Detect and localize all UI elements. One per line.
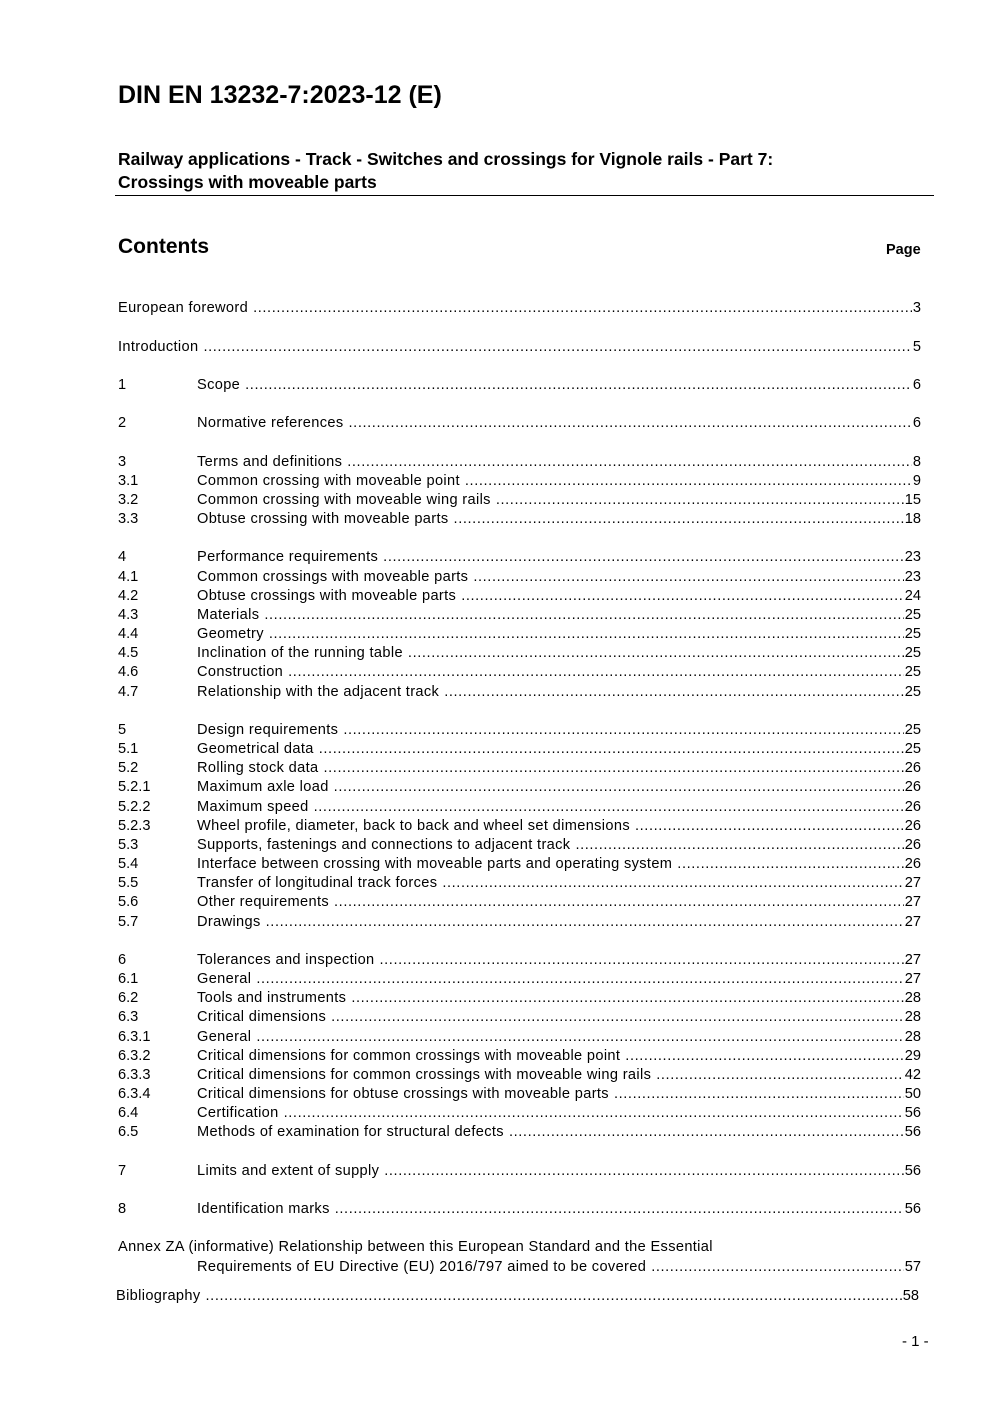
toc-leader-dots: [331, 1008, 904, 1027]
toc-entry-label: Critical dimensions: [197, 1009, 327, 1025]
toc-entry-page: 25: [904, 607, 921, 623]
toc-entry-number: 1: [118, 377, 127, 393]
contents-heading: Contents: [118, 235, 209, 258]
toc-entry[interactable]: [118, 1104, 921, 1123]
toc-leader-dots: [284, 1104, 904, 1123]
toc-leader-dots: [677, 855, 903, 874]
toc-entry-number: 5.6: [118, 894, 139, 910]
toc-entry-page: 15: [904, 492, 921, 508]
toc-leader-dots: [656, 1066, 904, 1085]
toc-leader-dots: [256, 970, 903, 989]
toc-entry[interactable]: [118, 625, 921, 644]
toc-entry[interactable]: [118, 1123, 921, 1142]
toc-entry[interactable]: [118, 510, 921, 529]
annex-za-entry-line1[interactable]: Annex ZA (informative) Relationship between this European Standard and the Essential: [118, 1239, 713, 1255]
toc-leader-dots: [625, 1047, 903, 1066]
toc-leader-dots: [288, 663, 904, 682]
toc-entry-number: 4: [118, 549, 127, 565]
toc-entry-label: Tolerances and inspection: [197, 952, 375, 968]
toc-entry-label: Critical dimensions for common crossings with moveable wing rails: [197, 1067, 652, 1083]
toc-entry-number: 5.4: [118, 856, 139, 872]
toc-entry-number: 4.6: [118, 664, 139, 680]
toc-leader-dots: [575, 836, 903, 855]
toc-entry-number: 6.4: [118, 1105, 139, 1121]
toc-entry-label: Scope: [197, 377, 241, 393]
toc-leader-dots: [324, 759, 904, 778]
toc-entry-page: 23: [904, 569, 921, 585]
toc-entry-page: 24: [904, 588, 921, 604]
toc-entry-label: Common crossing with moveable wing rails: [197, 492, 491, 508]
toc-leader-dots: [319, 740, 904, 759]
toc-entry-number: 6.3.3: [118, 1067, 151, 1083]
toc-entry-label: Certification: [197, 1105, 279, 1121]
toc-entry-label: Supports, fastenings and connections to adjacent track: [197, 837, 571, 853]
annex-za-entry-line2[interactable]: [197, 1258, 921, 1277]
toc-entry-number: 6.3: [118, 1009, 139, 1025]
toc-entry-label: Requirements of EU Directive (EU) 2016/797 aimed to be covered: [197, 1259, 647, 1275]
toc-entry-number: 6.2: [118, 990, 139, 1006]
toc-entry-number: 6.1: [118, 971, 139, 987]
toc-leader-dots: [266, 913, 904, 932]
toc-entry[interactable]: [118, 472, 921, 491]
document-id: DIN EN 13232-7:2023-12 (E): [118, 81, 442, 109]
toc-entry-label: Normative references: [197, 415, 344, 431]
toc-leader-dots: [509, 1123, 904, 1142]
toc-leader-dots: [635, 817, 904, 836]
toc-entry-page: 56: [904, 1201, 921, 1217]
toc-leader-dots: [614, 1085, 904, 1104]
toc-entry-label: Common crossings with moveable parts: [197, 569, 469, 585]
toc-entry-page: 57: [904, 1259, 921, 1275]
toc-entry-page: 25: [904, 684, 921, 700]
toc-entry-label: Performance requirements: [197, 549, 379, 565]
toc-entry-page: 56: [904, 1124, 921, 1140]
toc-leader-dots: [264, 606, 903, 625]
toc-entry-label: Methods of examination for structural defects: [197, 1124, 504, 1140]
toc-leader-dots: [269, 625, 904, 644]
toc-entry-label: Inclination of the running table: [197, 645, 403, 661]
toc-entry-number: 5.2: [118, 760, 139, 776]
toc-entry-number: 2: [118, 415, 127, 431]
document-title-line1: Railway applications - Track - Switches and crossings for Vignole rails - Part 7:: [118, 149, 774, 169]
toc-leader-dots: [384, 1162, 904, 1181]
toc-leader-dots: [314, 798, 904, 817]
toc-entry-label: Relationship with the adjacent track: [197, 684, 440, 700]
toc-entry-label: Materials: [197, 607, 260, 623]
toc-entry-label: Maximum axle load: [197, 779, 329, 795]
toc-leader-dots: [380, 951, 904, 970]
toc-entry-label: Interface between crossing with moveable parts and operating system: [197, 856, 673, 872]
toc-entry-number: 6: [118, 952, 127, 968]
toc-entry[interactable]: [118, 913, 921, 932]
toc-entry-number: 6.3.4: [118, 1086, 151, 1102]
toc-entry-number: 4.5: [118, 645, 139, 661]
toc-entry-page: 27: [904, 971, 921, 987]
toc-entry-label: General: [197, 1029, 252, 1045]
toc-entry[interactable]: [118, 817, 921, 836]
toc-entry[interactable]: [118, 376, 921, 395]
toc-entry-bibliography[interactable]: [116, 1287, 919, 1306]
toc-leader-dots: [347, 453, 912, 472]
document-title: [118, 148, 934, 194]
toc-entry[interactable]: [118, 1008, 921, 1027]
toc-entry[interactable]: [118, 644, 921, 663]
toc-entry-number: 5.1: [118, 741, 139, 757]
title-divider: [115, 195, 934, 196]
toc-entry-page: 26: [904, 837, 921, 853]
toc-entry-page: 23: [904, 549, 921, 565]
toc-leader-dots: [442, 874, 903, 893]
toc-leader-dots: [206, 1287, 902, 1306]
toc-entry-page: 58: [902, 1288, 919, 1304]
toc-entry-label: Design requirements: [197, 722, 339, 738]
toc-entry-number: 8: [118, 1201, 127, 1217]
page-column-heading: Page: [886, 242, 921, 258]
toc-entry[interactable]: [118, 1162, 921, 1181]
toc-leader-dots: [351, 989, 903, 1008]
toc-entry-number: 6.5: [118, 1124, 139, 1140]
toc-entry-number: 5.3: [118, 837, 139, 853]
toc-entry[interactable]: [118, 855, 921, 874]
toc-entry[interactable]: [118, 663, 921, 682]
toc-entry-page: 25: [904, 645, 921, 661]
toc-entry-label: European foreword: [118, 300, 249, 316]
toc-leader-dots: [496, 491, 904, 510]
toc-entry[interactable]: [118, 1200, 921, 1219]
toc-entry[interactable]: [118, 587, 921, 606]
toc-entry[interactable]: [118, 874, 921, 893]
toc-leader-dots: [473, 568, 903, 587]
toc-entry[interactable]: [118, 970, 921, 989]
toc-entry[interactable]: [118, 778, 921, 797]
toc-leader-dots: [253, 299, 912, 318]
toc-entry[interactable]: [118, 683, 921, 702]
toc-entry-page: 27: [904, 875, 921, 891]
toc-entry[interactable]: [118, 491, 921, 510]
toc-entry-page: 28: [904, 990, 921, 1006]
toc-entry-number: 5: [118, 722, 127, 738]
toc-entry[interactable]: [118, 721, 921, 740]
toc-entry[interactable]: [118, 759, 921, 778]
toc-entry-number: 5.2.1: [118, 779, 151, 795]
toc-entry-number: 4.7: [118, 684, 139, 700]
toc-entry-label: Limits and extent of supply: [197, 1163, 380, 1179]
toc-entry-page: 5: [912, 339, 921, 355]
toc-entry-label: Obtuse crossings with moveable parts: [197, 588, 457, 604]
toc-entry-page: 6: [912, 415, 921, 431]
toc-entry[interactable]: [118, 1047, 921, 1066]
toc-leader-dots: [454, 510, 904, 529]
toc-entry-label: Drawings: [197, 914, 261, 930]
toc-entry-page: 26: [904, 799, 921, 815]
toc-entry[interactable]: [118, 1028, 921, 1047]
toc-leader-dots: [349, 414, 912, 433]
toc-entry-page: 26: [904, 856, 921, 872]
toc-entry[interactable]: [118, 1066, 921, 1085]
toc-entry[interactable]: [118, 1085, 921, 1104]
toc-entry-label: Other requirements: [197, 894, 330, 910]
toc-entry-page: 27: [904, 914, 921, 930]
toc-leader-dots: [461, 587, 904, 606]
toc-leader-dots: [465, 472, 912, 491]
toc-leader-dots: [444, 683, 904, 702]
toc-leader-dots: [245, 376, 912, 395]
toc-entry-number: 3.3: [118, 511, 139, 527]
toc-entry-label: Rolling stock data: [197, 760, 319, 776]
toc-entry-label: General: [197, 971, 252, 987]
toc-entry-page: 26: [904, 818, 921, 834]
page-number: - 1 -: [902, 1333, 929, 1350]
toc-leader-dots: [335, 1200, 904, 1219]
toc-leader-dots: [651, 1258, 904, 1277]
toc-entry-page: 42: [904, 1067, 921, 1083]
toc-entry-label: Transfer of longitudinal track forces: [197, 875, 438, 891]
toc-entry-label: Critical dimensions for common crossings with moveable point: [197, 1048, 621, 1064]
toc-entry-label: Tools and instruments: [197, 990, 347, 1006]
toc-entry-page: 29: [904, 1048, 921, 1064]
toc-entry[interactable]: [118, 568, 921, 587]
toc-entry-label: Maximum speed: [197, 799, 309, 815]
toc-entry[interactable]: [118, 836, 921, 855]
toc-entry-page: 25: [904, 664, 921, 680]
toc-entry-number: 5.2.3: [118, 818, 151, 834]
toc-entry-page: 28: [904, 1029, 921, 1045]
toc-entry-number: 4.2: [118, 588, 139, 604]
toc-entry-page: 56: [904, 1105, 921, 1121]
toc-leader-dots: [383, 548, 904, 567]
toc-entry-page: 8: [912, 454, 921, 470]
toc-entry[interactable]: [118, 740, 921, 759]
toc-entry-label: Introduction: [118, 339, 199, 355]
toc-entry-label: Geometry: [197, 626, 264, 642]
toc-entry-number: 3.2: [118, 492, 139, 508]
toc-leader-dots: [203, 338, 911, 357]
toc-entry[interactable]: [118, 453, 921, 472]
toc-entry[interactable]: [118, 798, 921, 817]
toc-entry-page: 50: [904, 1086, 921, 1102]
toc-leader-dots: [343, 721, 903, 740]
toc-entry-page: 56: [904, 1163, 921, 1179]
toc-entry[interactable]: [118, 299, 921, 318]
toc-entry-number: 7: [118, 1163, 127, 1179]
toc-entry-number: 4.3: [118, 607, 139, 623]
toc-entry-label: Construction: [197, 664, 284, 680]
toc-entry-number: 4.4: [118, 626, 139, 642]
document-title-line2: Crossings with moveable parts: [118, 172, 377, 192]
toc-entry-label: Terms and definitions: [197, 454, 343, 470]
toc-entry-number: 6.3.2: [118, 1048, 151, 1064]
toc-entry-page: 25: [904, 722, 921, 738]
toc-entry[interactable]: [118, 893, 921, 912]
toc-entry-page: 25: [904, 626, 921, 642]
toc-entry-page: 25: [904, 741, 921, 757]
toc-entry-label: Wheel profile, diameter, back to back and wheel set dimensions: [197, 818, 630, 834]
toc-entry-page: 6: [912, 377, 921, 393]
toc-entry-label: Geometrical data: [197, 741, 314, 757]
toc-entry-page: 27: [904, 952, 921, 968]
toc-leader-dots: [408, 644, 904, 663]
toc-leader-dots: [334, 778, 904, 797]
toc-entry-number: 5.2.2: [118, 799, 151, 815]
toc-entry[interactable]: [118, 951, 921, 970]
toc-entry-number: 5.5: [118, 875, 139, 891]
toc-entry-page: 27: [904, 894, 921, 910]
toc-entry-page: 18: [904, 511, 921, 527]
toc-entry-number: 6.3.1: [118, 1029, 151, 1045]
toc-entry-label: Common crossing with moveable point: [197, 473, 460, 489]
toc-entry-page: 9: [912, 473, 921, 489]
toc-entry[interactable]: [118, 606, 921, 625]
toc-entry-number: 4.1: [118, 569, 139, 585]
toc-entry-label: Critical dimensions for obtuse crossings with moveable parts: [197, 1086, 609, 1102]
toc-entry[interactable]: [118, 548, 921, 567]
toc-entry-label: Obtuse crossing with moveable parts: [197, 511, 449, 527]
toc-entry-label: Bibliography: [116, 1288, 201, 1304]
toc-entry-page: 26: [904, 779, 921, 795]
toc-entry-number: 3: [118, 454, 127, 470]
toc-entry[interactable]: [118, 414, 921, 433]
toc-entry[interactable]: [118, 989, 921, 1008]
toc-entry-number: 3.1: [118, 473, 139, 489]
toc-entry-label: Identification marks: [197, 1201, 330, 1217]
toc-leader-dots: [256, 1028, 903, 1047]
toc-entry-page: 28: [904, 1009, 921, 1025]
toc-entry-number: 5.7: [118, 914, 139, 930]
toc-leader-dots: [334, 893, 904, 912]
toc-entry[interactable]: [118, 338, 921, 357]
toc-entry-page: 3: [912, 300, 921, 316]
toc-entry-page: 26: [904, 760, 921, 776]
